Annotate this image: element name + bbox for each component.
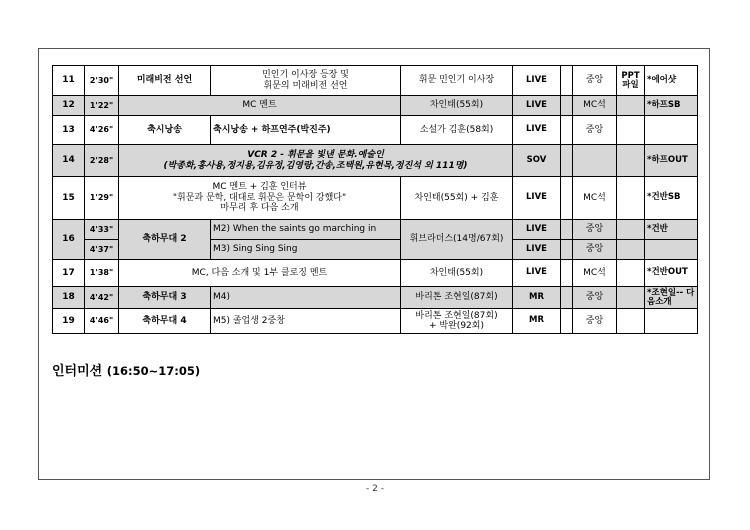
table-row: [53, 177, 698, 220]
row-title: 미래비전 선언: [119, 66, 211, 96]
row-place: 중앙: [573, 116, 617, 145]
row-place: 중앙: [573, 287, 617, 309]
row-spacer: [561, 260, 573, 287]
row-note: *에어샷: [645, 66, 698, 96]
row-duration: 1'29": [85, 177, 119, 220]
row-spacer: [561, 96, 573, 116]
row-place: 중앙: [573, 309, 617, 334]
row-note: *조현일-- 다음소개: [645, 287, 698, 309]
row-duration: 4'42": [85, 287, 119, 309]
table-row: [53, 96, 698, 116]
row-note: [645, 240, 698, 260]
row-number: 12: [53, 96, 85, 116]
ppt-header: [617, 66, 645, 96]
row-note: [645, 116, 698, 145]
row-ppt: [617, 96, 645, 116]
row-number: 15: [53, 177, 85, 220]
row-note: *건반OUT: [645, 260, 698, 287]
row-note: *하프SB: [645, 96, 698, 116]
row-number: 11: [53, 66, 85, 96]
row-place: MC석: [573, 177, 617, 220]
row-duration: 4'46": [85, 309, 119, 334]
row-content: M2) When the saints go marching in: [211, 220, 401, 240]
row-ppt: [617, 309, 645, 334]
row-ppt: [617, 240, 645, 260]
table-row: [53, 66, 698, 96]
row-ppt: [617, 145, 645, 177]
row-duration: 4'37": [85, 240, 119, 260]
row-place: 중앙: [573, 220, 617, 240]
row-type: LIVE: [513, 220, 561, 240]
row-type: MR: [513, 287, 561, 309]
performer-line: + 박완(92회): [429, 321, 484, 331]
table-row: [53, 260, 698, 287]
row-performer: 바리톤 조현일(87회): [401, 287, 513, 309]
row-number: 14: [53, 145, 85, 177]
schedule-table: [52, 65, 698, 334]
row-content: [211, 66, 401, 96]
content-line: 마무리 후 다음 소개: [220, 203, 299, 214]
row-performer: [401, 309, 513, 334]
row-place: MC석: [573, 260, 617, 287]
table-row: [53, 220, 698, 240]
content-line: 민인기 이사장 등장 및: [262, 70, 349, 81]
row-duration: 2'28": [85, 145, 119, 177]
table-row: [53, 145, 698, 177]
row-spacer: [561, 116, 573, 145]
row-type: LIVE: [513, 240, 561, 260]
row-note: *하프OUT: [645, 145, 698, 177]
table-row: [53, 116, 698, 145]
row-content: MC, 다음 소개 및 1부 클로징 멘트: [119, 260, 401, 287]
row-ppt: [617, 260, 645, 287]
row-type: LIVE: [513, 260, 561, 287]
content-line: (박종화,홍사용,정지용,김유정,김영랑,간송,조택원,유현목,정진석 외 111명): [163, 160, 468, 171]
row-type: LIVE: [513, 177, 561, 220]
row-place: [573, 145, 617, 177]
content-line: VCR 2 - 휘문을 빛낸 문화.예술인: [247, 150, 384, 161]
row-duration: 4'26": [85, 116, 119, 145]
row-title: 축하무대 2: [119, 220, 211, 260]
row-content: M5) 졸업생 2중창: [211, 309, 401, 334]
row-number: 19: [53, 309, 85, 334]
page-number: - 2 -: [366, 484, 384, 494]
row-place: MC석: [573, 96, 617, 116]
row-title: 축시낭송: [119, 116, 211, 145]
row-performer: 차인태(55회): [401, 96, 513, 116]
row-spacer: [561, 287, 573, 309]
ppt-header-line: 파일: [622, 79, 639, 90]
intermission-label: 인터미션: [52, 364, 103, 379]
row-note: *건반SB: [645, 177, 698, 220]
row-type: LIVE: [513, 96, 561, 116]
row-duration: 1'22": [85, 96, 119, 116]
row-content: 축시낭송 + 하프연주(박진주): [211, 116, 401, 145]
ppt-header-line: PPT: [621, 71, 640, 81]
row-note: [645, 309, 698, 334]
row-content: MC 멘트: [119, 96, 401, 116]
row-content: M4): [211, 287, 401, 309]
row-ppt: [617, 220, 645, 240]
intermission-time: (16:50~17:05): [106, 364, 201, 378]
row-content: [119, 145, 513, 177]
row-type: LIVE: [513, 66, 561, 96]
row-title: 축하무대 4: [119, 309, 211, 334]
row-spacer: [561, 145, 573, 177]
row-duration: 4'33": [85, 220, 119, 240]
row-number: 13: [53, 116, 85, 145]
row-performer: 소설가 김훈(58회): [401, 116, 513, 145]
table-row: [53, 287, 698, 309]
row-performer: 휘문 민인기 이사장: [401, 66, 513, 96]
row-spacer: [561, 309, 573, 334]
row-content: M3) Sing Sing Sing: [211, 240, 401, 260]
row-performer: 휘브라더스(14명/67회): [401, 220, 513, 260]
row-content: [119, 177, 401, 220]
row-number: 17: [53, 260, 85, 287]
content-line: "휘문과 문학, 대대로 휘문은 문학이 강했다": [172, 192, 347, 203]
row-duration: 1'38": [85, 260, 119, 287]
row-note: *건반: [645, 220, 698, 240]
row-title: 축하무대 3: [119, 287, 211, 309]
row-ppt: [617, 116, 645, 145]
row-duration: 2'30": [85, 66, 119, 96]
row-ppt: [617, 287, 645, 309]
row-type: MR: [513, 309, 561, 334]
row-number: 18: [53, 287, 85, 309]
intermission-heading: [52, 360, 200, 379]
content-line: 휘문의 미래비전 선언: [263, 80, 348, 91]
row-spacer: [561, 220, 573, 240]
row-spacer: [561, 177, 573, 220]
content-line: MC 멘트 + 김훈 인터뷰: [212, 182, 307, 193]
performer-line: 바리톤 조현일(87회): [415, 310, 498, 321]
row-performer: 차인태(55회): [401, 260, 513, 287]
row-type: LIVE: [513, 116, 561, 145]
row-ppt: [617, 177, 645, 220]
row-performer: 차인태(55회) + 김훈: [401, 177, 513, 220]
row-spacer: [561, 66, 573, 96]
row-number: 16: [53, 220, 85, 260]
table-row: [53, 309, 698, 334]
row-place: 중앙: [573, 66, 617, 96]
row-place: 중앙: [573, 240, 617, 260]
row-spacer: [561, 240, 573, 260]
row-type: SOV: [513, 145, 561, 177]
